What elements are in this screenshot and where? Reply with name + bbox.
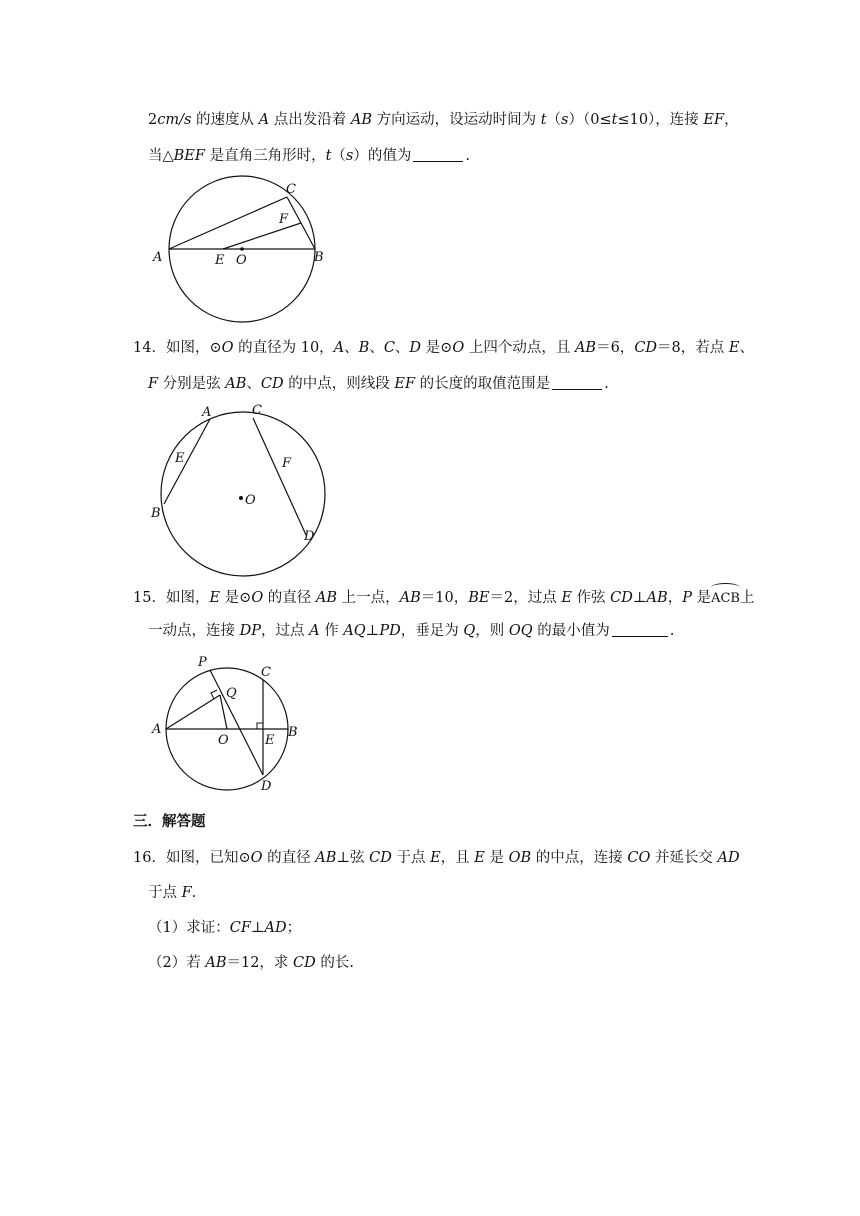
text: ，垂足为 [400, 623, 464, 639]
label-d: D [304, 529, 315, 544]
unit-cm-s: cm/s [157, 112, 192, 128]
label-c: C [261, 665, 271, 680]
q16-text-line-2 [148, 883, 196, 903]
var-ab: AB [225, 376, 247, 392]
center-point [240, 247, 244, 251]
q13-text-line-1 [148, 110, 739, 130]
label-c: C [286, 182, 296, 197]
text: 的长. [315, 955, 354, 971]
var-s: s [561, 112, 569, 128]
text: ⊥ [365, 623, 380, 639]
text: 的中点，连接 [531, 850, 628, 866]
text: 上 [739, 590, 755, 606]
text: ， [724, 112, 739, 128]
text: 上四个动点，且 [464, 340, 575, 356]
var-cd: CD [293, 955, 316, 971]
text: 的直径 [262, 850, 316, 866]
text: 是 [220, 590, 240, 606]
text: 、 [369, 340, 384, 356]
label-b: B [151, 506, 161, 521]
label-e: E [215, 253, 225, 268]
var-ab: AB [315, 590, 338, 606]
circle-symbol: ⊙ [440, 340, 453, 356]
var-o: O [250, 850, 263, 866]
var-q: Q [463, 623, 476, 639]
var-ab: AB [350, 112, 372, 128]
var-f: F [181, 885, 192, 901]
var-ad: AD [717, 850, 740, 866]
var-o: O [452, 340, 465, 356]
q14-text-line-1 [133, 338, 754, 358]
var-e: E [561, 590, 572, 606]
text: 的直径为 10， [233, 340, 334, 356]
text: 、 [739, 340, 754, 356]
var-o: O [221, 340, 234, 356]
var-t: t [540, 112, 547, 128]
text: 当△ [148, 148, 174, 164]
text: （ [331, 148, 346, 164]
label-e: E [265, 733, 275, 748]
text: 是直角三角形时， [204, 148, 326, 164]
q13-text-line-2 [148, 146, 470, 166]
text: 15．如图， [133, 590, 210, 606]
text: 14．如图， [133, 340, 210, 356]
var-t: t [325, 148, 332, 164]
text: 、 [344, 340, 359, 356]
var-cd: CD [634, 340, 658, 356]
label-f: F [279, 212, 289, 227]
text: 分别是弦 [158, 376, 226, 392]
text: 的中点，则线段 [283, 376, 395, 392]
var-oq: OQ [508, 623, 533, 639]
segment-aq [166, 695, 220, 729]
text: 的长度的取值范围是 [415, 376, 551, 392]
text: . [465, 148, 470, 164]
text: 、 [246, 376, 261, 392]
text: ＝10， [420, 590, 469, 606]
var-a: A [258, 112, 270, 128]
var-pd: PD [379, 623, 401, 639]
circle-symbol: ⊙ [209, 340, 222, 356]
q13-figure [148, 175, 328, 325]
label-o: O [245, 493, 256, 508]
text: ＝2，过点 [489, 590, 562, 606]
text: ，则 [475, 623, 509, 639]
text: ，且 [440, 850, 475, 866]
text: （ [546, 112, 562, 128]
chord-ab [164, 419, 210, 504]
var-cf: CF [229, 920, 251, 936]
section-title: 三．解答题 [133, 813, 206, 830]
text: 是 [421, 340, 441, 356]
var-dp: DP [239, 623, 261, 639]
var-p: P [682, 590, 692, 606]
text: 一动点，连接 [148, 623, 240, 639]
var-bef: BEF [173, 148, 205, 164]
text: 、 [394, 340, 410, 356]
label-e: E [175, 451, 185, 466]
var-ab: AB [315, 850, 337, 866]
label-o: O [218, 733, 229, 748]
q16-part-1 [148, 918, 301, 938]
q15-text-line-2 [148, 621, 674, 641]
arc-mark-icon [711, 583, 740, 592]
var-ef: EF [703, 112, 725, 128]
var-cd: CD [610, 590, 633, 606]
label-c: C [252, 403, 262, 418]
circle-symbol: ⊙ [239, 590, 252, 606]
var-e: E [728, 340, 740, 356]
circle-o [161, 412, 325, 576]
label-d: D [261, 779, 272, 794]
label-b: B [314, 250, 324, 265]
label-a: A [153, 250, 163, 265]
var-ad: AD [264, 920, 287, 936]
label-a: A [202, 405, 212, 420]
arc-acb [711, 585, 740, 609]
text: 作 [319, 623, 344, 639]
text: . [604, 376, 609, 392]
text: ，过点 [261, 623, 310, 639]
text: 的直径 [263, 590, 316, 606]
text: （1）求证： [148, 920, 230, 936]
text: ＝6， [596, 340, 635, 356]
chord-cd [253, 418, 306, 535]
text: 上一点， [337, 590, 400, 606]
text: 是 [484, 850, 509, 866]
label-b: B [288, 725, 298, 740]
q15-figure [148, 652, 308, 802]
var-e: E [209, 590, 221, 606]
text: 点出发沿着 [269, 112, 351, 128]
var-e: E [474, 850, 485, 866]
var-ab: AB [646, 590, 668, 606]
text: . [191, 885, 197, 901]
text: 是 [691, 590, 712, 606]
var-co: CO [627, 850, 651, 866]
text: 作弦 [571, 590, 611, 606]
text: 的最小值为 [532, 623, 610, 639]
label-p: P [198, 655, 207, 670]
q14-figure [146, 400, 346, 570]
circle-symbol: ⊙ [238, 850, 251, 866]
var-aq: AQ [343, 623, 366, 639]
right-angle-mark-e [257, 723, 263, 729]
text: ⊥弦 [336, 850, 370, 866]
answer-blank[interactable] [552, 375, 602, 390]
var-ab: AB [399, 590, 421, 606]
var-a: A [333, 340, 345, 356]
arc-label: ACB [711, 591, 740, 606]
q15-text-line-1 [133, 585, 754, 609]
chord-ac [169, 197, 287, 249]
text: （2）若 [148, 955, 206, 971]
var-d: D [409, 340, 422, 356]
text: ， [667, 590, 683, 606]
text: ≤10），连接 [617, 112, 704, 128]
label-a: A [152, 722, 162, 737]
text: 2 [148, 112, 158, 128]
q16-text-line-1 [133, 848, 740, 868]
text: ⊥ [632, 590, 647, 606]
text: ）的值为 [353, 148, 412, 164]
label-o: O [236, 253, 247, 268]
label-q: Q [226, 686, 237, 701]
text: ）（0≤ [568, 112, 612, 128]
var-ab: AB [574, 340, 597, 356]
text: ； [286, 920, 302, 936]
label-f: F [282, 456, 292, 471]
var-c: C [383, 340, 395, 356]
var-e: E [430, 850, 441, 866]
var-ab: AB [205, 955, 227, 971]
var-o: O [251, 590, 264, 606]
var-s: s [345, 148, 354, 164]
var-cd: CD [260, 376, 284, 392]
var-t: t [611, 112, 618, 128]
var-ef: EF [394, 376, 416, 392]
var-ob: OB [508, 850, 532, 866]
q14-text-line-2 [148, 374, 609, 394]
center-point [239, 496, 243, 500]
var-f: F [148, 376, 159, 392]
text: 方向运动，设运动时间为 [372, 112, 541, 128]
text: . [669, 623, 675, 639]
var-b: B [358, 340, 370, 356]
text: ＝8，若点 [657, 340, 729, 356]
q16-part-2 [148, 953, 354, 973]
text: ＝12，求 [226, 955, 294, 971]
var-be: BE [468, 590, 490, 606]
text: 并延长交 [650, 850, 718, 866]
segment-ef [223, 223, 301, 249]
answer-blank[interactable] [413, 147, 463, 162]
text: 16．如图，已知 [133, 850, 239, 866]
text: 于点 [391, 850, 431, 866]
var-a: A [309, 623, 320, 639]
text: 于点 [148, 885, 182, 901]
var-cd: CD [369, 850, 392, 866]
text: 的速度从 [191, 112, 259, 128]
answer-blank[interactable] [612, 622, 668, 637]
text: ⊥ [250, 920, 265, 936]
